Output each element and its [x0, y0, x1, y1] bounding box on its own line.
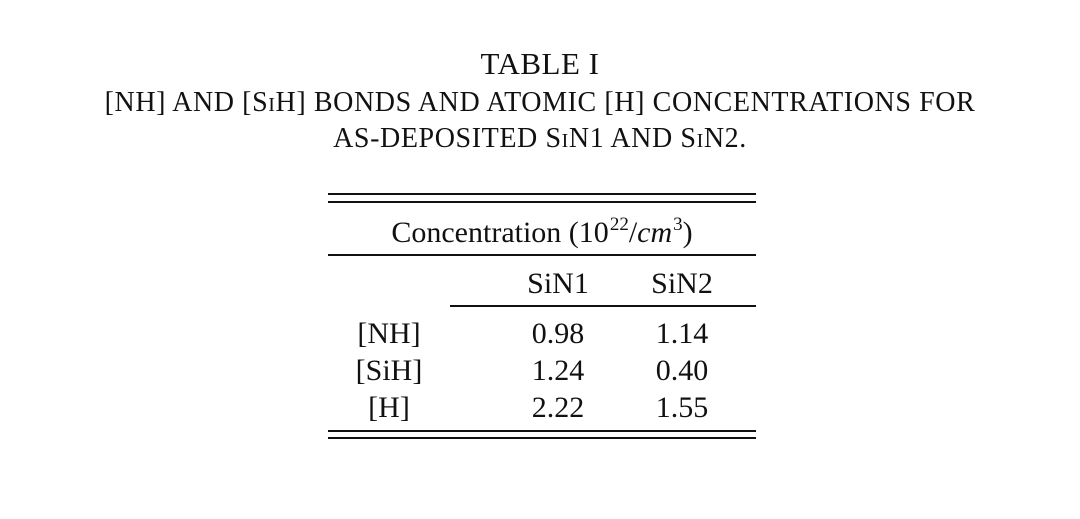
- top-rule-1: [328, 193, 756, 195]
- column-header-sin1: SiN1: [527, 267, 589, 300]
- table-title: TABLE I: [480, 46, 600, 81]
- table-cell: 1.55: [655, 391, 709, 424]
- group-header: [328, 215, 756, 255]
- column-header-rule: [450, 305, 756, 307]
- bottom-rule-2: [328, 437, 756, 439]
- row-label: [H]: [368, 391, 410, 424]
- bottom-rule-1: [328, 430, 756, 432]
- group-header-prefix: Concentration (10: [391, 216, 609, 249]
- group-header-slash: /: [628, 216, 638, 249]
- group-header-rule: [328, 254, 756, 256]
- table-caption-line-2: AS-DEPOSITED SiN1 AND SiN2.: [333, 123, 747, 154]
- group-header-unit-exponent: 3: [673, 214, 683, 235]
- top-rule-2: [328, 201, 756, 203]
- table-cell: 0.40: [655, 354, 709, 387]
- row-label: [NH]: [357, 317, 421, 350]
- table-cell: 0.98: [531, 317, 585, 350]
- row-label: [SiH]: [355, 354, 423, 387]
- table-caption-line-1: [NH] AND [SiH] BONDS AND ATOMIC [H] CONCENTRATIONS FOR: [104, 87, 976, 118]
- table-cell: 2.22: [531, 391, 585, 424]
- group-header-exponent: 22: [609, 214, 629, 235]
- group-header-unit: cm: [637, 216, 673, 249]
- table-cell: 1.14: [655, 317, 709, 350]
- table-cell: 1.24: [531, 354, 585, 387]
- group-header-suffix: ): [682, 216, 693, 249]
- column-header-sin2: SiN2: [651, 267, 713, 300]
